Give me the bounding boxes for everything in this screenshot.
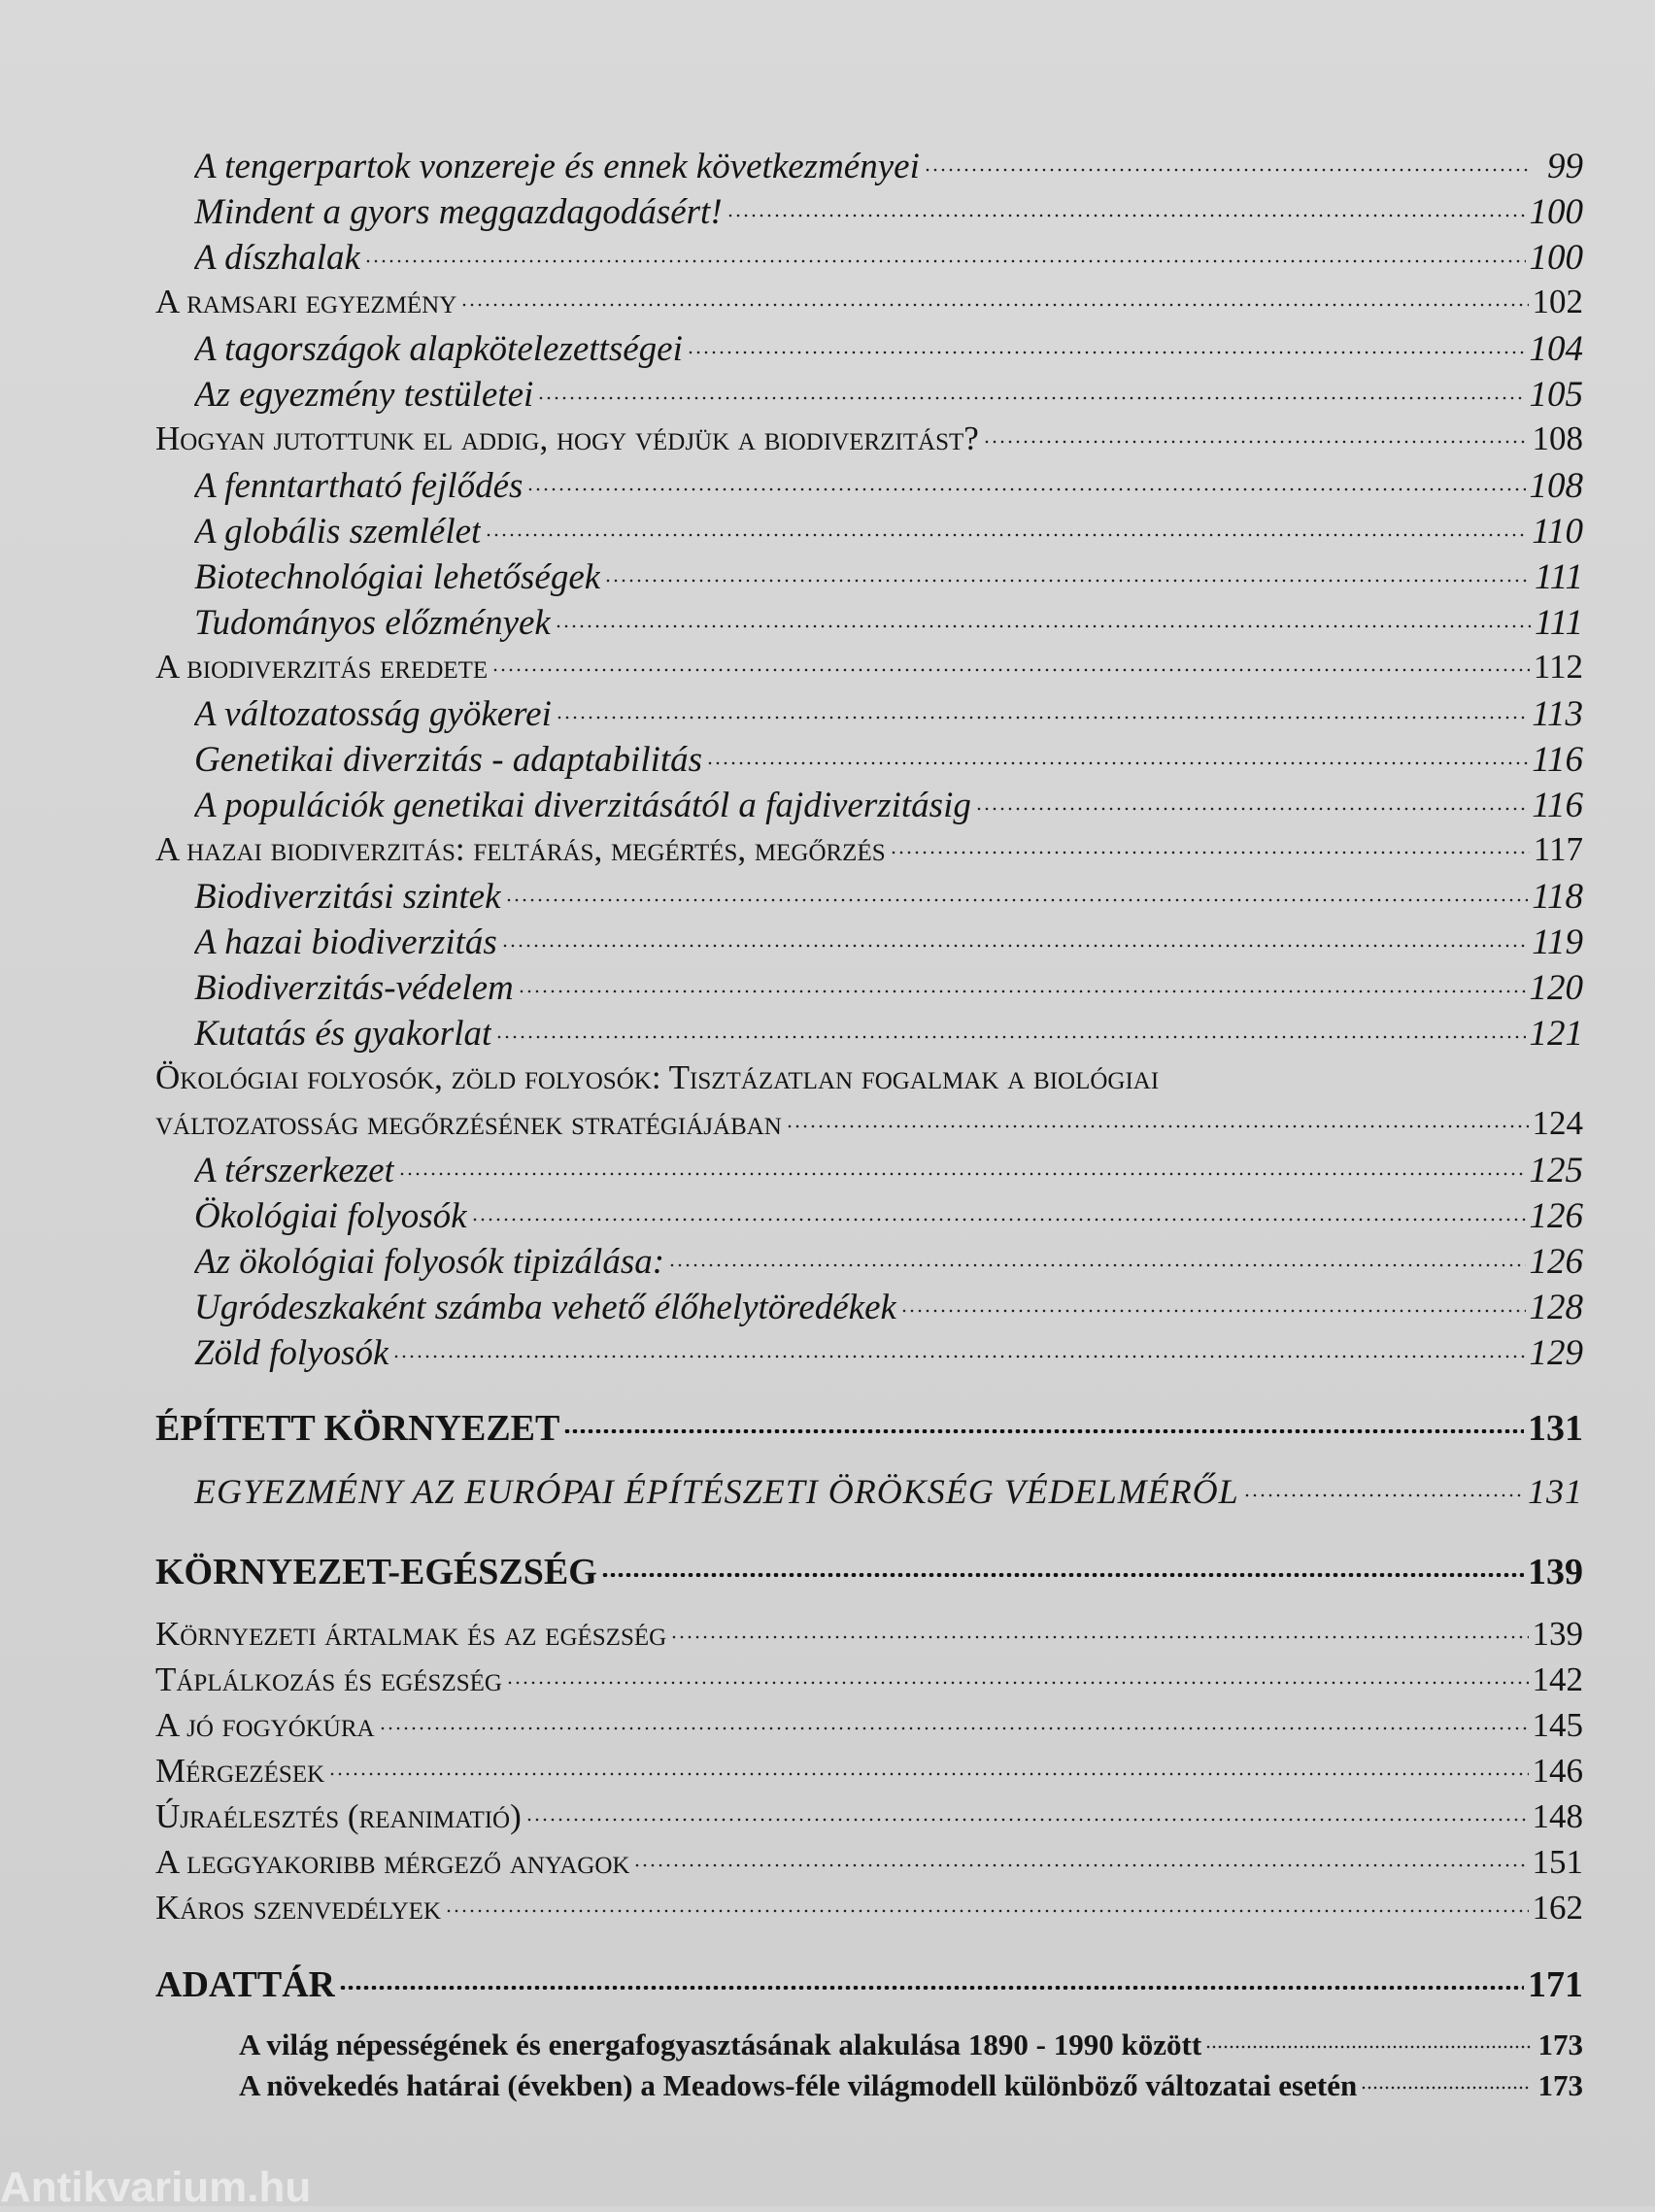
- toc-entry-title: A populációk genetikai diverzitásától a fajdiverzitásig: [194, 786, 971, 825]
- toc-entry-title: Mérgezések: [155, 1752, 325, 1790]
- toc-entry: [155, 830, 1583, 876]
- toc-entry: [155, 785, 1583, 830]
- dot-leader: [975, 807, 1528, 811]
- toc-entry-title: A ramsari egyezmény: [155, 283, 457, 320]
- toc-entry: [155, 1889, 1583, 1934]
- toc-entry-page: 126: [1529, 1242, 1583, 1282]
- toc-entry: [155, 1615, 1583, 1660]
- toc-entry-title: Biodiverzitás-védelem: [194, 968, 514, 1008]
- dot-leader: [1361, 2086, 1531, 2090]
- toc-entry-title: Ökológiai folyosók: [194, 1196, 467, 1236]
- toc-entry-title: A világ népességének és energafogyasztásának alakulása 1890 - 1990 között: [239, 2028, 1202, 2061]
- dot-leader: [364, 259, 1526, 263]
- dot-leader: [526, 487, 1525, 491]
- dot-leader: [900, 1309, 1526, 1313]
- toc-entry-title: Biodiverzitási szintek: [194, 877, 501, 917]
- chapter-title: ÉPÍTETT KÖRNYEZET: [155, 1408, 560, 1449]
- toc-group-corridors: [155, 1150, 1583, 1378]
- toc-entry-title: A fenntartható fejlődés: [194, 466, 524, 506]
- toc-entry: [155, 374, 1583, 419]
- toc-entry-page: 105: [1529, 375, 1583, 415]
- chapter-title: ADATTÁR: [155, 1964, 336, 2005]
- toc-entry-title: Az egyezmény testületei: [194, 375, 534, 415]
- toc-group-health: [155, 1615, 1583, 1934]
- toc-entry-page: 129: [1529, 1333, 1583, 1373]
- toc-entry-title: A változatosság gyökerei: [194, 694, 552, 734]
- toc-entry-page: 124: [1532, 1104, 1583, 1142]
- toc-entry-page: 120: [1529, 968, 1583, 1008]
- toc-entry-page: 102: [1532, 283, 1583, 320]
- toc-entry-title: Újraélesztés (reanimatió): [155, 1797, 522, 1835]
- toc-entry: [155, 876, 1583, 922]
- dot-leader: [471, 1218, 1526, 1222]
- dot-leader: [537, 396, 1525, 400]
- dot-leader: [563, 1429, 1524, 1434]
- toc-entry-page: 116: [1532, 786, 1583, 825]
- toc-entry-page: 113: [1532, 694, 1583, 734]
- toc-group-data: [155, 2028, 1583, 2109]
- dot-leader: [668, 1263, 1525, 1267]
- toc-entry-page: 111: [1534, 603, 1583, 643]
- toc-entry-title: A leggyakoribb mérgező anyagok: [155, 1843, 630, 1881]
- toc-entry-page: 104: [1529, 329, 1583, 369]
- toc-entry-title: Mindent a gyors meggazdagodásért!: [194, 192, 723, 232]
- toc-entry-title: Káros szenvedélyek: [155, 1889, 442, 1927]
- dot-leader: [633, 1863, 1528, 1867]
- toc-entry-heritage-convention: [155, 1471, 1583, 1522]
- toc-entry: [155, 1660, 1583, 1706]
- dot-leader: [398, 1172, 1526, 1176]
- chapter-page: 131: [1528, 1408, 1583, 1449]
- toc-entry-page: 173: [1537, 2028, 1583, 2061]
- toc-entry-page: 121: [1529, 1014, 1583, 1054]
- toc-entry-page: 108: [1529, 466, 1583, 506]
- toc-entry: [155, 1706, 1583, 1752]
- watermark: Antikvarium.hu: [0, 2163, 312, 2211]
- toc-entry: [155, 419, 1583, 465]
- dot-leader: [501, 944, 1528, 948]
- toc-entry: [155, 1241, 1583, 1287]
- toc-entry-title: A díszhalak: [194, 238, 360, 278]
- toc-entry-title: Környezeti ártalmak és az egészség: [155, 1615, 667, 1653]
- toc-chapter-data-repository: [155, 1963, 1583, 2014]
- dot-leader: [1205, 2045, 1531, 2049]
- dot-leader: [983, 440, 1529, 444]
- toc-entry-title: Tudományos előzmények: [194, 603, 551, 643]
- toc-entry: [155, 237, 1583, 283]
- dot-leader: [786, 1124, 1529, 1128]
- toc-entry: [155, 1332, 1583, 1378]
- toc-entry-page: 146: [1532, 1752, 1583, 1790]
- toc-entry-title: Biotechnológiai lehetőségek: [194, 557, 601, 597]
- dot-leader: [328, 1772, 1528, 1776]
- toc-entry-title: Hogyan jutottunk el addig, hogy védjük a biodiverzitást?: [155, 419, 979, 457]
- toc-entry-page: 99: [1547, 147, 1583, 186]
- toc-entry-page: 116: [1532, 740, 1583, 780]
- dot-leader: [379, 1726, 1529, 1730]
- toc-entry: [155, 1150, 1583, 1195]
- toc-entry: [155, 1752, 1583, 1797]
- toc-entry-page: 119: [1532, 922, 1583, 962]
- dot-leader: [491, 668, 1530, 672]
- dot-leader: [392, 1355, 1525, 1358]
- toc-entry-page: 148: [1532, 1797, 1583, 1835]
- toc-entry: [155, 648, 1583, 693]
- toc-entry-page: 142: [1532, 1660, 1583, 1698]
- toc-entry: [155, 922, 1583, 967]
- toc-entry-title: Ökológiai folyosók, zöld folyosók: Tisztázatlan fogalmak a biológiai: [155, 1058, 1160, 1096]
- toc-entry-page: 145: [1532, 1706, 1583, 1744]
- dot-leader: [706, 761, 1528, 765]
- toc-entry: [155, 511, 1583, 556]
- table-of-contents: [155, 146, 1583, 2109]
- toc-entry-title: EGYEZMÉNY AZ EURÓPAI ÉPÍTÉSZETI ÖRÖKSÉG VÉDELMÉRŐL: [194, 1472, 1239, 1511]
- dot-leader: [726, 214, 1526, 218]
- toc-entry-page: 126: [1529, 1196, 1583, 1236]
- dot-leader: [506, 1681, 1529, 1685]
- toc-entry-title: A tagországok alapkötelezettségei: [194, 329, 683, 369]
- toc-entry-page: 117: [1533, 830, 1583, 868]
- dot-leader: [339, 1986, 1524, 1991]
- toc-entry: [155, 328, 1583, 374]
- toc-entry: [155, 2028, 1583, 2068]
- chapter-page: 139: [1528, 1552, 1583, 1592]
- toc-entry-title: A globális szemlélet: [194, 512, 482, 552]
- toc-entry-title: A hazai biodiverzitás: feltárás, megértés, megőrzés: [155, 830, 886, 868]
- toc-entry-page: 173: [1537, 2068, 1583, 2102]
- dot-leader: [890, 851, 1530, 855]
- toc-entry-page: 111: [1534, 557, 1583, 597]
- dot-leader: [460, 303, 1528, 307]
- chapter-title: KÖRNYEZET-EGÉSZSÉG: [155, 1552, 597, 1592]
- toc-chapter-built-environment: [155, 1407, 1583, 1458]
- toc-entry: [155, 283, 1583, 328]
- toc-entry: [155, 1797, 1583, 1843]
- dot-leader: [445, 1909, 1528, 1913]
- dot-leader: [485, 533, 1528, 537]
- toc-entry-title: A növekedés határai (években) a Meadows-féle világmodell különböző változatai esetén: [239, 2068, 1358, 2102]
- toc-entry-page: 100: [1529, 192, 1583, 232]
- toc-entry: [155, 739, 1583, 785]
- toc-entry: [155, 693, 1583, 739]
- toc-entry-page: 139: [1532, 1615, 1583, 1653]
- toc-entry-page: 128: [1529, 1288, 1583, 1327]
- toc-entry: [155, 556, 1583, 602]
- dot-leader: [1243, 1493, 1524, 1497]
- dot-leader: [525, 1818, 1529, 1822]
- dot-leader: [670, 1635, 1528, 1639]
- dot-leader: [495, 1035, 1525, 1039]
- toc-entry-title: Táplálkozás és egészség: [155, 1660, 502, 1698]
- toc-entry-title: A jó fogyókúra: [155, 1706, 375, 1744]
- toc-entry: [155, 602, 1583, 648]
- dot-leader: [556, 716, 1528, 720]
- toc-entry: [155, 1287, 1583, 1332]
- dot-leader: [604, 579, 1531, 583]
- dot-leader: [687, 351, 1526, 354]
- dot-leader: [518, 989, 1526, 993]
- toc-entry: [155, 2068, 1583, 2109]
- toc-group-biodiversity: [155, 146, 1583, 1058]
- toc-entry-page: 110: [1532, 512, 1583, 552]
- toc-entry-page: 162: [1532, 1889, 1583, 1927]
- toc-entry-page: 151: [1532, 1843, 1583, 1881]
- toc-entry-page: 112: [1533, 648, 1583, 686]
- toc-entry: [155, 967, 1583, 1013]
- toc-entry-wrapped-line2: [155, 1104, 1583, 1150]
- toc-entry-title: A hazai biodiverzitás: [194, 922, 497, 962]
- toc-entry: [155, 1013, 1583, 1058]
- toc-entry: [155, 1843, 1583, 1889]
- dot-leader: [555, 624, 1531, 628]
- toc-entry-page: 131: [1528, 1472, 1583, 1511]
- toc-entry-title: változatosság megőrzésének stratégiájában: [155, 1104, 782, 1142]
- toc-entry-page: 125: [1529, 1151, 1583, 1190]
- chapter-page: 171: [1528, 1964, 1583, 2005]
- dot-leader: [601, 1573, 1524, 1578]
- toc-entry: [155, 1195, 1583, 1241]
- toc-chapter-environment-health: [155, 1551, 1583, 1601]
- toc-entry-page: 100: [1529, 238, 1583, 278]
- toc-entry-page: 108: [1532, 419, 1583, 457]
- toc-entry-title: Zöld folyosók: [194, 1333, 389, 1373]
- toc-entry-page: 118: [1532, 877, 1583, 917]
- toc-entry-title: A tengerpartok vonzereje és ennek következményei: [194, 147, 920, 186]
- toc-entry-title: Genetikai diverzitás - adaptabilitás: [194, 740, 703, 780]
- dot-leader: [924, 168, 1531, 172]
- toc-entry-title: A biodiverzitás eredete: [155, 648, 489, 686]
- toc-entry-title: Kutatás és gyakorlat: [194, 1014, 492, 1054]
- dot-leader: [505, 898, 1529, 902]
- toc-entry: [155, 146, 1583, 191]
- toc-entry-title: Az ökológiai folyosók tipizálása:: [194, 1242, 665, 1282]
- toc-entry-title: Ugródeszkaként számba vehető élőhelytöredékek: [194, 1288, 896, 1327]
- toc-entry-wrapped-line1: [155, 1058, 1583, 1104]
- toc-entry-title: A térszerkezet: [194, 1151, 394, 1190]
- toc-entry: [155, 465, 1583, 511]
- toc-entry: [155, 191, 1583, 237]
